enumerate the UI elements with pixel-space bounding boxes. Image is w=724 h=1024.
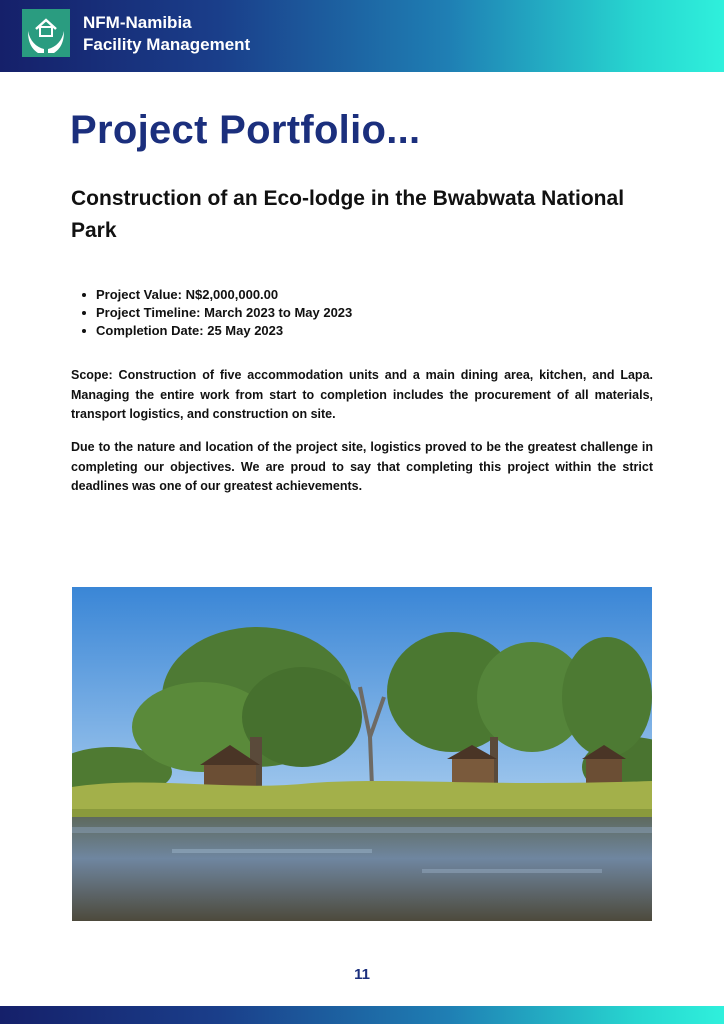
scope-paragraph: Scope: Construction of five accommodation units and a main dining area, kitchen, and Lapa. Managing the entire work from start to completion includes the procurement of all materials, transport logistics, and construction on site. [71,368,653,421]
brand-name [83,12,250,56]
challenges-paragraph: Due to the nature and location of the project site, logistics proved to be the greatest challenge in completing our objectives. We are proud to say that completing this project within the strict deadlines was one of our greatest achievements. [71,440,653,493]
detail-completion-date: Completion Date: 25 May 2023 [96,322,352,340]
detail-project-value: Project Value: N$2,000,000.00 [96,286,352,304]
detail-project-timeline: Project Timeline: March 2023 to May 2023 [96,305,353,320]
project-details-list [96,286,352,340]
footer-banner [0,1006,724,1024]
page-number: 11 [354,966,370,983]
brand-line-1: NFM-Namibia [83,13,192,32]
page-title: Project Portfolio... [70,108,421,152]
riverside-eco-lodge-photo [72,587,652,921]
project-subtitle: Construction of an Eco-lodge in the Bwabwata National Park [71,187,625,242]
header-banner [0,0,724,72]
brand-line-2: Facility Management [83,35,251,54]
hands-house-logo-icon [22,9,70,57]
